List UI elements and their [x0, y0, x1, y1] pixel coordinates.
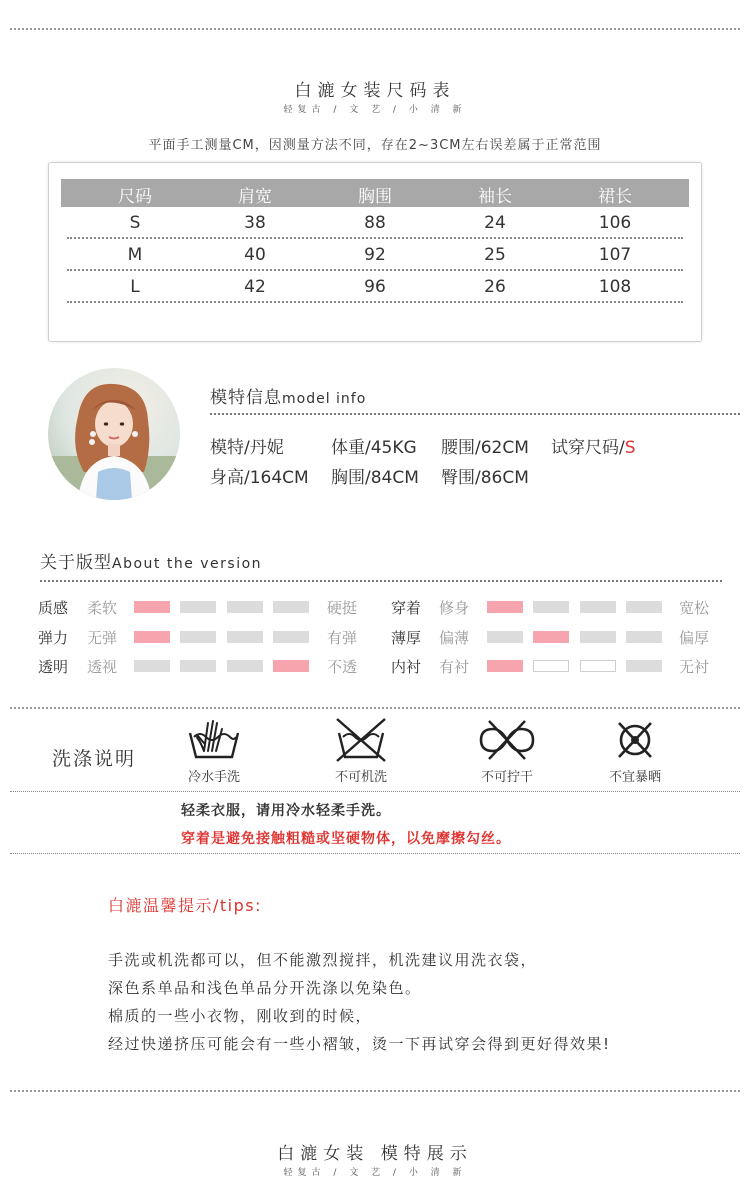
no-machine-wash-label: 不可机洗 [334, 770, 387, 785]
attr-label: 弹力 [38, 629, 69, 647]
version-title-en: About the version [112, 556, 263, 572]
model-try-size [551, 433, 636, 458]
no-wring-label: 不可拧干 [480, 770, 533, 785]
attr-label: 质感 [38, 599, 69, 617]
level-bar [626, 601, 662, 613]
level-bar [180, 660, 216, 672]
attr-low: 柔软 [87, 599, 118, 617]
column-header: 裙长 [598, 187, 632, 207]
row-divider [67, 301, 683, 303]
footer-subtitle: 轻复古 / 文 艺 / 小 清 新 [283, 1168, 467, 1178]
section-divider [10, 707, 740, 709]
level-bar [227, 631, 263, 643]
attr-high: 硬挺 [327, 599, 358, 617]
level-bar [533, 660, 569, 672]
attr-high: 宽松 [679, 599, 710, 617]
model-weight: 体重/45KG [331, 438, 417, 458]
washing-divider [10, 791, 740, 792]
model-waist: 腰围/62CM [441, 438, 529, 458]
column-header: 袖长 [478, 187, 512, 207]
attr-low: 修身 [439, 599, 470, 617]
table-cell: 108 [598, 277, 632, 297]
model-height: 身高/164CM [210, 468, 309, 488]
size-table-header [61, 179, 689, 207]
tip-line: 棉质的一些小衣物，刚收到的时候， [108, 1007, 373, 1025]
level-bar [227, 660, 263, 672]
model-hip: 臀围/86CM [441, 468, 529, 488]
level-bar [134, 601, 170, 613]
attr-label: 透明 [38, 658, 69, 676]
washing-bottom-divider [10, 853, 740, 854]
tip-line: 深色系单品和浅色单品分开洗涤以免染色。 [108, 979, 422, 997]
model-bust: 胸围/84CM [331, 468, 419, 488]
tip-line: 经过快递挤压可能会有一些小褶皱，烫一下再试穿会得到更好得效果! [108, 1035, 611, 1053]
table-cell: 107 [598, 245, 632, 265]
level-bar [273, 601, 309, 613]
attr-label: 穿着 [391, 599, 422, 617]
attr-high: 不透 [327, 658, 358, 676]
level-bar [626, 660, 662, 672]
attr-low: 偏薄 [439, 629, 470, 647]
level-bar [487, 660, 523, 672]
table-cell: 88 [364, 213, 386, 233]
model-info-title [210, 383, 366, 408]
model-info-title-cn: 模特信息 [210, 388, 282, 408]
hand-wash-cold-icon [184, 717, 244, 763]
attr-low: 无弹 [87, 629, 118, 647]
level-bar [180, 601, 216, 613]
washing-title: 洗涤说明 [52, 748, 137, 770]
model-info-divider [210, 413, 740, 415]
attr-label: 内衬 [391, 658, 422, 676]
table-cell: 40 [244, 245, 266, 265]
model-info-title-en: model info [282, 391, 367, 407]
washing-note: 轻柔衣服，请用冷水轻柔手洗。 [181, 803, 391, 819]
footer-divider [10, 1090, 740, 1092]
table-cell: M [127, 245, 143, 265]
level-bar [134, 631, 170, 643]
level-bar [487, 601, 523, 613]
level-bar [626, 631, 662, 643]
level-bar [580, 601, 616, 613]
table-cell: 92 [364, 245, 386, 265]
table-cell: 24 [484, 213, 506, 233]
table-row [61, 209, 689, 241]
row-divider [67, 269, 683, 271]
try-size-value: S [624, 438, 636, 458]
attr-low: 透视 [87, 658, 118, 676]
attr-high: 偏厚 [679, 629, 710, 647]
level-bar [180, 631, 216, 643]
hand-wash-cold-label: 冷水手洗 [187, 770, 240, 785]
top-divider [10, 28, 740, 30]
size-table [48, 162, 702, 342]
no-wring-icon [477, 717, 537, 763]
model-name: 模特/丹妮 [210, 438, 284, 458]
footer-title: 白漉女装 模特展示 [277, 1144, 473, 1164]
table-cell: S [129, 213, 141, 233]
attr-low: 有衬 [439, 658, 470, 676]
column-header: 胸围 [358, 187, 392, 207]
size-note: 平面手工测量CM，因测量方法不同，存在2~3CM左右误差属于正常范围 [148, 138, 602, 153]
tip-line: 手洗或机洗都可以，但不能激烈搅拌，机洗建议用洗衣袋， [108, 951, 538, 969]
tips-title: 白漉温馨提示/tips: [108, 896, 262, 915]
table-cell: L [130, 277, 140, 297]
row-divider [67, 237, 683, 239]
try-size-label: 试穿尺码/ [551, 438, 625, 458]
level-bar [134, 660, 170, 672]
washing-warning: 穿着是避免接触粗糙或坚硬物体，以免摩擦勾丝。 [181, 831, 511, 847]
table-cell: 26 [484, 277, 506, 297]
page-subtitle: 轻复古 / 文 艺 / 小 清 新 [283, 105, 467, 115]
no-sun-dry-icon [605, 717, 665, 763]
model-avatar [48, 368, 180, 500]
page-title: 白漉女装尺码表 [294, 81, 456, 101]
level-bar [533, 601, 569, 613]
level-bar [273, 631, 309, 643]
level-bar [273, 660, 309, 672]
attr-high: 无衬 [679, 658, 710, 676]
level-bar [580, 631, 616, 643]
no-sun-dry-label: 不宜暴晒 [608, 770, 661, 785]
level-bar [227, 601, 263, 613]
version-title-cn: 关于版型 [40, 553, 112, 573]
no-machine-wash-icon [331, 717, 391, 763]
attr-label: 薄厚 [391, 629, 422, 647]
column-header: 肩宽 [238, 187, 272, 207]
table-cell: 25 [484, 245, 506, 265]
column-header: 尺码 [118, 187, 152, 207]
table-cell: 106 [598, 213, 632, 233]
table-row [61, 273, 689, 305]
level-bar [487, 631, 523, 643]
level-bar [533, 631, 569, 643]
table-row [61, 241, 689, 273]
table-cell: 38 [244, 213, 266, 233]
table-cell: 96 [364, 277, 386, 297]
table-cell: 42 [244, 277, 266, 297]
version-divider [40, 580, 722, 582]
version-title [40, 548, 262, 573]
level-bar [580, 660, 616, 672]
attr-high: 有弹 [327, 629, 358, 647]
